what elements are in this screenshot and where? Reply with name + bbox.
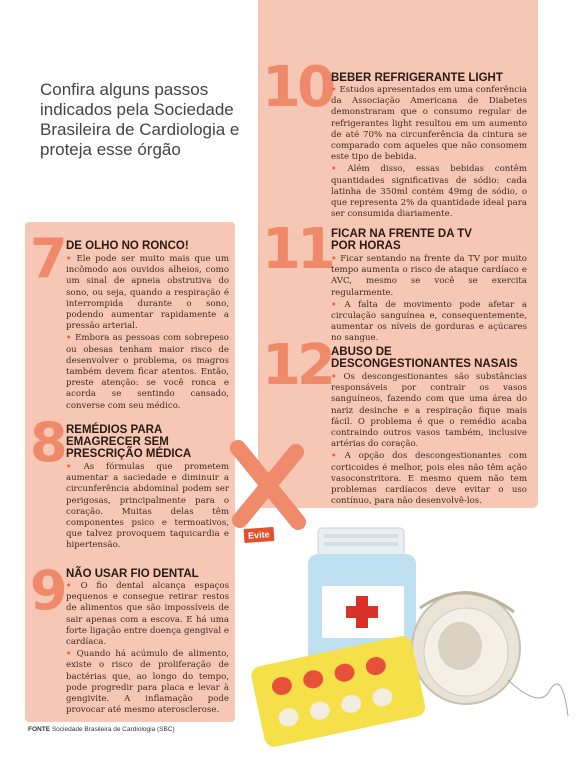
item-paragraph: • Além disso, essas bebidas contêm quantidades significativas de sódio: cada latinha de 350ml contém 49mg de sódio, o que representa 2% da quantidade ideal para ser consumida diariamente.	[331, 164, 527, 220]
item-body	[331, 254, 527, 346]
item-title: DE OLHO NO RONCO!	[66, 240, 189, 252]
item-paragraph: • A falta de movimento pode afetar a circulação sanguínea e, consequentemente, aumentar os níveis de gorduras e açúcares no sangue.	[331, 299, 527, 344]
item-number: 7	[30, 227, 64, 290]
item-number: 10	[262, 55, 332, 120]
x-mark-icon	[228, 440, 308, 530]
item-number: 12	[262, 333, 332, 398]
item-paragraph: • A opção dos descongestionantes com corticoides é melhor, pois eles não têm ação vasoconstritora. E mesmo quem não tem problemas cardíacos deve evitar o uso contínuo, para não desenvolvê-los.	[331, 451, 527, 507]
item-paragraph: • Estudos apresentados em uma conferência da Associação Americana de Diabetes demonstraram que o consumo regular de refrigerantes light resultou em um aumento de até 70% na circunferência da cintura se comparado com aqueles que não consomem este tipo de bebida.	[331, 85, 527, 163]
item-title: ABUSO DE DESCONGESTIONANTES NASAIS	[331, 346, 518, 370]
item-number: 9	[30, 559, 64, 622]
item-paragraph: • As fórmulas que prometem aumentar a saciedade e diminuir a circunferência abdominal podem ser perigosas, principalmente para o coração. Muitas delas têm componentes psico e termoativos, que talvez provoquem taquicardia e hipertensão.	[66, 462, 229, 551]
item-paragraph: • Ele pode ser muito mais que um incômodo aos ouvidos alheios, como um sinal de apneia obstrutiva do sono, ou seja, quando a respiração é interrompida durante o sono, podendo aumentar rapidamente a pressão arterial.	[66, 254, 229, 332]
item-body	[331, 85, 527, 221]
item-title: BEBER REFRIGERANTE LIGHT	[331, 72, 503, 84]
item-title: NÃO USAR FIO DENTAL	[66, 568, 199, 580]
item-body	[66, 581, 229, 717]
footer-source: FONTE Sociedade Brasileira de Cardiologia (SBC)	[28, 726, 175, 733]
item-number: 8	[30, 411, 64, 474]
item-paragraph: • Quando há acúmulo de alimento, existe o risco de proliferação de bactérias que, ao longo do tempo, pode progredir para placa e levar à gengivite. A inflamação pode provocar até mesmo aterosclerose.	[66, 649, 229, 716]
evite-badge: Evite	[242, 526, 275, 544]
item-paragraph: • O fio dental alcança espaços pequenos e consegue retirar restos de alimentos que são impossíveis de sair apenas com a escova. E há uma forte ligação entre doença gengival e cardíaca.	[66, 581, 229, 648]
item-paragraph: • Embora as pessoas com sobrepeso ou obesas tenham maior risco de desenvolver o problema, os magros também devem ficar atentos. Então, preste atenção: se você ronca e acorda se sentindo cansado, converse com seu médico.	[66, 333, 229, 411]
item-body	[66, 254, 229, 413]
item-paragraph: • Os descongestionantes são substâncias responsáveis por contrair os vasos sanguíneos, fazendo com que uma área do nariz desinche e a respiração fique mais fácil. O problema é que o remédio acaba contraindo outros vasos também, inclusive artérias do coração.	[331, 372, 527, 450]
item-title: FICAR NA FRENTE DA TV POR HORAS	[331, 228, 472, 252]
item-title: REMÉDIOS PARA EMAGRECER SEM PRESCRIÇÃO MÉDICA	[66, 424, 192, 460]
item-paragraph: • Ficar sentando na frente da TV por muito tempo aumenta o risco de ataque cardíaco e AVC, mesmo se você se exercita regularmente.	[331, 254, 527, 298]
item-body	[66, 462, 229, 553]
intro-text: Confira alguns passos indicados pela Sociedade Brasileira de Cardiologia e proteja esse órgão	[40, 80, 240, 159]
medicine-illustration	[250, 520, 576, 756]
item-number: 11	[262, 217, 332, 282]
item-body	[331, 372, 527, 508]
